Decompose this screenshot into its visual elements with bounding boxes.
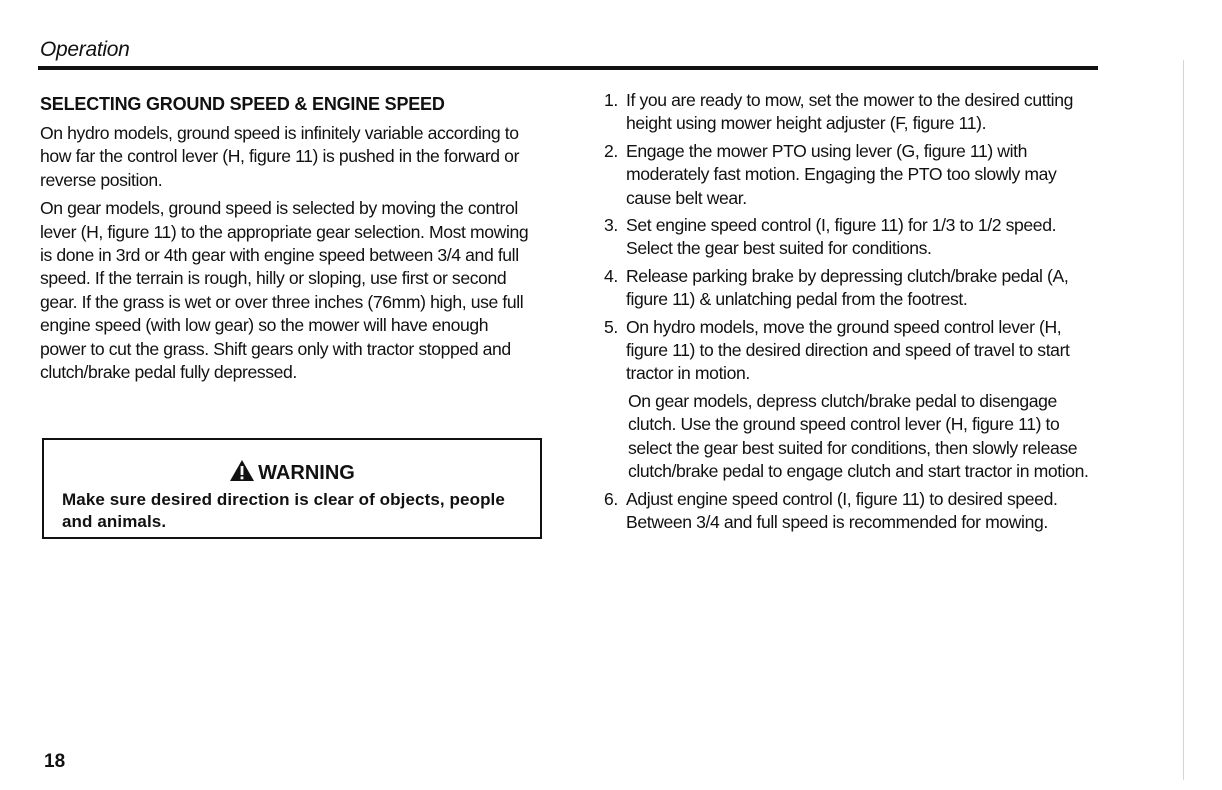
step-text: Release parking brake by depressing clutch/brake pedal (A, figure 11) & unlatching pedal from the footrest.: [626, 265, 1069, 310]
step-text: If you are ready to mow, set the mower to the desired cutting height using mower height adjuster (F, figure 11).: [626, 90, 1073, 134]
section-heading: SELECTING GROUND SPEED & ENGINE SPEED: [40, 94, 445, 114]
left-column: [40, 92, 535, 389]
steps-list: [604, 89, 1104, 538]
warning-triangle-icon: [229, 459, 255, 488]
warning-box: [42, 438, 542, 539]
warning-text: Make sure desired direction is clear of objects, people and animals.: [62, 490, 505, 531]
step-item: [604, 265, 1104, 312]
warning-title: WARNING: [258, 462, 355, 484]
page-section-title: Operation: [40, 38, 130, 61]
header-divider: [38, 66, 1098, 70]
step-number: 5.: [604, 316, 618, 337]
step-item: [604, 89, 1104, 136]
step-number: 4.: [604, 265, 618, 286]
step-item: [604, 140, 1104, 210]
step-text: On hydro models, move the ground speed control lever (H, figure 11) to the desired direction and speed of travel to start tractor in motion.: [626, 316, 1070, 384]
step-item: [604, 214, 1104, 261]
step-item: [604, 488, 1104, 535]
step-number: 1.: [604, 90, 618, 110]
step-subparagraph: On gear models, depress clutch/brake pedal to disengage clutch. Use the ground speed control lever (H, figure 11) to select the gear best suited for conditions, then slowly release clutch/brake pedal to engage clutch and start tractor in motion.: [628, 390, 1089, 482]
step-number: 6.: [604, 488, 618, 509]
step-number: 2.: [604, 140, 618, 161]
step-number: 3.: [604, 215, 618, 236]
step-text: Engage the mower PTO using lever (G, figure 11) with moderately fast motion. Engaging the PTO too slowly may cause belt wear.: [626, 140, 1057, 208]
scan-edge-line: [1183, 60, 1184, 780]
step-text: Set engine speed control (I, figure 11) for 1/3 to 1/2 speed. Select the gear best suited for conditions.: [626, 215, 1057, 259]
warning-title-row: [44, 459, 540, 488]
paragraph-hydro-models: On hydro models, ground speed is infinitely variable according to how far the control lever (H, figure 11) is pushed in the forward or reverse position.: [40, 123, 520, 190]
step-item: [604, 316, 1104, 386]
page-number: 18: [44, 751, 66, 772]
paragraph-gear-models: On gear models, ground speed is selected by moving the control lever (H, figure 11) to the appropriate gear selection. Most mowing is done in 3rd or 4th gear with engine speed between 3/4 and full speed. If the terrain is rough, hilly or sloping, use first or second gear. If the grass is wet or over three inches (76mm) high, use full engine speed (with low gear) so the mower will have enough power to cut the grass. Shift gears only with tractor stopped and clutch/brake pedal fully depressed.: [40, 198, 529, 383]
step-text: Adjust engine speed control (I, figure 11) to desired speed. Between 3/4 and full speed is recommended for mowing.: [626, 488, 1058, 532]
